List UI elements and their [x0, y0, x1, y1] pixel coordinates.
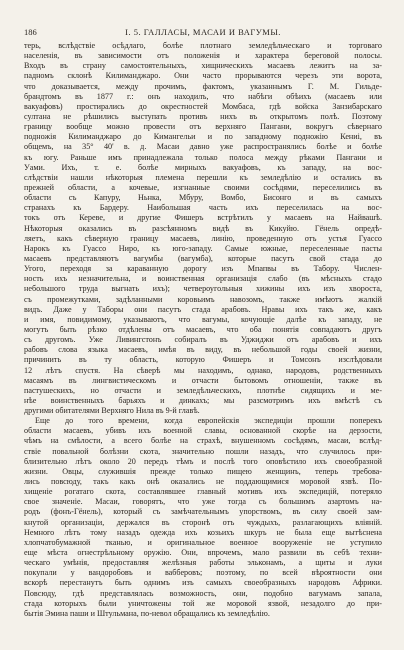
text-line: вакуафовъ) простирались до окрестностей Момбаса, гдѣ войска Занзибарскаго	[24, 101, 382, 111]
text-line: населенія, въ зависимости отъ положенія и характера береговой полосы.	[24, 51, 382, 61]
text-line: хлопчатобумажной тканью, и оригинальное военное вооруженіе не уступило	[24, 537, 382, 547]
text-line: границу вообще можно провести отъ верхняго Пангани, вокругъ сѣвернаго	[24, 122, 382, 132]
text-line: области съ Капуру, Ньнка, Мбуру, Вомбо, Бисонго и въ самыхъ	[24, 193, 382, 203]
text-line: падномъ склонѣ Килиманджаро. Они часто прорываются черезъ эти ворота,	[24, 71, 382, 81]
text-line: терь, вслѣдствіе осѣдлаго, болѣе плотнаго земледѣльческаго и торговаго	[24, 41, 382, 50]
text-line: еще мѣста огнестрѣльному оружію. Они, впрочемъ, мало развили въ себѣ техни-	[24, 548, 382, 558]
text-line: близительно лѣтъ около 20 передъ тѣмъ и послѣ того оповѣстило ихъ своеобразной	[24, 456, 382, 466]
text-line: съ другомъ. Уже Ливингстонъ собиралъ въ Уджиджи отъ арабовъ и ихъ	[24, 335, 382, 345]
text-line: свое значеніе. Масаи, говорятъ, что уже тогда съ большимъ азартомъ на-	[24, 497, 382, 507]
text-line: прежней области, а кочевые, изгнанные своими сосѣдями, переселились въ	[24, 182, 382, 192]
text-line: ность ихъ незначительна, и воинственная организація слабо (въ мѣсныхъ стадо	[24, 274, 382, 284]
page-number: 186	[24, 27, 37, 37]
text-line: 12 лѣтъ спустя. На сѣверѣ мы находимъ, однако, народовъ, родственныхъ	[24, 365, 382, 375]
text-line: кнутой организаціи, держался въ сторонѣ отъ чуждыхъ, разлагающихъ вліяній.	[24, 517, 382, 527]
text-line: съ промежутками, задѣланными коровьимъ навозомъ, также имѣютъ жалкій	[24, 294, 382, 304]
text-line: слѣдствіи нашли нѣкоторыя племена перешли къ земледѣлію и остались въ	[24, 172, 382, 182]
text-line: небольшого труда выгнать ихъ); четвероугольныя хижины ихъ изъ хвороста,	[24, 284, 382, 294]
text-line: ляетъ, какъ сѣверную границу масаевъ, линію, проведенную отъ устья Гуассо	[24, 233, 382, 243]
text-line: чѣмъ на смѣлости, а всего болѣе на страхѣ, внушенномъ сосѣдямъ, масаи, вслѣд-	[24, 436, 382, 446]
text-line: Нѣкоторыя оказались въ разсѣянномъ видѣ въ Кикуйю. Гёнель опредѣ-	[24, 223, 382, 233]
body-text	[24, 41, 382, 619]
text-line: стада которыхъ были уничтожены той же моровой язвой, незадолго до при-	[24, 598, 382, 608]
text-line: странахъ къ Бардеру. Наибольшая часть ихъ переселилась на вос-	[24, 203, 382, 213]
text-line: области масаевъ, убивъ ихъ военной славы, основанной скорѣе на дерзости,	[24, 426, 382, 436]
text-line: султана не рѣшились выступать противъ нихъ въ открытомъ полѣ. Поэтому	[24, 111, 382, 121]
text-line: могутъ быть рѣзко отдѣлены отъ масаевъ, что оба понятія совпадаютъ другъ	[24, 324, 382, 334]
text-line: подножія Килиманджаро до Кимангельи и по западному подножію Кениі, въ	[24, 132, 382, 142]
text-line: токъ отъ Кереве, и другие Фишеръ встрѣтилъ у масаевъ на Найвашѣ.	[24, 213, 382, 223]
text-line: ческаго умѣнія, предоставляя желѣзныя работы эльконамъ, а щиты и луки	[24, 558, 382, 568]
text-line: родъ (фонъ-Гёнель), который съ замѣчательнымъ упорствомъ, въ силу своей зам-	[24, 507, 382, 517]
text-line: Входъ въ страну самостоятельныхъ, хищническихъ масаевъ лежитъ на за-	[24, 61, 382, 71]
running-title: I. 5. ГАЛЛАСЫ, МАСАИ И ВАГУМЫ.	[125, 27, 281, 37]
text-line: причинить въ ту область, которую Фишеръ и Томсонъ изслѣдовали	[24, 355, 382, 365]
text-line: лись повсюду, такъ какъ онѣ оказались не поддающимися моровой язвѣ. По-	[24, 477, 382, 487]
text-line: Нарокъ къ Гуассо Ниро, къ юго-западу. Самые южные, переселенные пасты	[24, 243, 382, 253]
text-line: жизни. Овцы, служившія прежде только пищею женщинъ, теперь требова-	[24, 466, 382, 476]
text-line: бытія Эмина паши и Штульмана, по-невол обращались къ земледѣлію.	[24, 608, 270, 618]
page-header	[24, 26, 382, 38]
text-line: покупали у вандоробовъ и вабберовъ; поэтому, по всей вѣроятности они	[24, 568, 382, 578]
text-line: другими обитателями Верхняго Нила въ 9-й главѣ.	[24, 406, 200, 416]
text-line: и имя, повидимому, указываютъ, что вагумы, кочующіе далѣе къ западу, не	[24, 314, 382, 324]
text-line: брандтомъ въ 1877 г.: онъ находилъ, что набѣги обѣихъ (масаевъ или	[24, 91, 382, 101]
text-line: масаевъ представляютъ вагумбы (вагумба), которые пасутъ свой стада до	[24, 253, 382, 263]
text-line: рабовъ слова языка масаевъ, имѣя въ виду, въ небольшой годы своей жизни,	[24, 345, 382, 355]
text-line: видъ. Даже у Таборы они пасутъ стада арабовъ. Нравы ихъ такъ же, какъ	[24, 304, 382, 314]
text-line: вскорѣ перестанутъ быть однимъ изъ самыхъ своеобразныхъ народовъ Африки.	[24, 578, 382, 588]
text-line: нѣе воинственныхъ барьяхъ и динкахъ; мы разсмотримъ ихъ вмѣстѣ съ	[24, 395, 382, 405]
text-line: Уами. Ихъ, т. е. болѣе мирныхъ вакуафовъ, къ западу, на вос-	[24, 162, 382, 172]
text-line: Еще до того времени, когда европейскія экспедиціи прошли поперекъ	[35, 416, 382, 426]
text-line: хищеніе рогатаго скота, составлявшее главный мотивъ ихъ экспедицій, потеряло	[24, 487, 382, 497]
text-line: ствіе повальной болѣзни скота, значительно пошли назадъ, что случилось при-	[24, 446, 382, 456]
text-line: Повсюду, гдѣ представлялась возможность, они, подобно вагумамъ запала,	[24, 588, 382, 598]
text-line: масаямъ въ лингвистическомъ и отчасти бытовомъ отношеніи, также въ	[24, 375, 382, 385]
text-line: общемъ, на 35° 40' в. д. Масаи давно уже распространялись болѣе и болѣе	[24, 142, 382, 152]
text-line: пастушескихъ, но отчасти и земледѣльческихъ, плотнѣе сидящихъ и ме-	[24, 385, 382, 395]
text-line: Угого, переходя за караванную дорогу изъ Мпапвы въ Табору. Числен-	[24, 264, 382, 274]
text-line: Немного лѣтъ тому назадъ одежда ихъ козьихъ шкуръ не была еще вытѣснена	[24, 527, 382, 537]
text-line: къ югу. Раньше имъ принадлежала только полоса между рѣками Пангани и	[24, 152, 382, 162]
text-line: что доказывается, между прочимъ, фактомъ, указаннымъ Г. М. Гильде-	[24, 81, 382, 91]
